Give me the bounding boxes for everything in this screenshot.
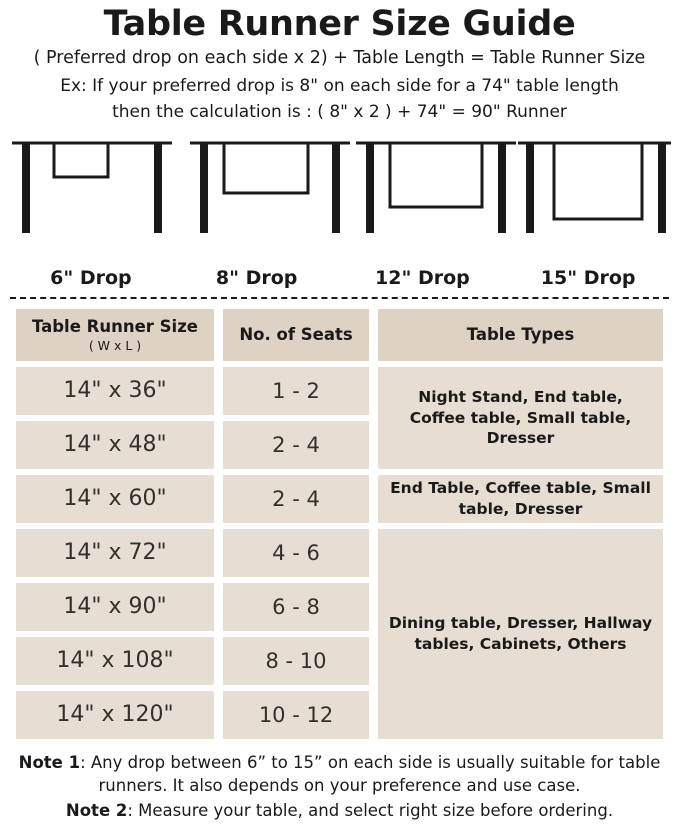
- table-row: 2 - 4: [223, 421, 369, 469]
- table-row: 14" x 36": [16, 367, 214, 415]
- example-line-2: then the calculation is : ( 8" x 2 ) + 74" = 90" Runner: [112, 102, 567, 123]
- drop-labels: [8, 267, 671, 289]
- table-row: Night Stand, End table, Coffee table, Small table, Dresser: [378, 367, 663, 469]
- table-row: 2 - 4: [223, 475, 369, 523]
- column-size: [16, 309, 214, 745]
- drop-diagram: [8, 135, 671, 265]
- formula-line: ( Preferred drop on each side x 2) + Table Length = Table Runner Size: [33, 48, 646, 69]
- drop-label-2: 12" Drop: [375, 266, 470, 289]
- table-row: 14" x 48": [16, 421, 214, 469]
- example-line-1: Ex: If your preferred drop is 8" on each side for a 74" table length: [60, 75, 619, 96]
- note-1: [18, 751, 661, 797]
- table-row: 14" x 60": [16, 475, 214, 523]
- drop-label-1: 8" Drop: [215, 266, 298, 289]
- note-1-lead: Note 1: [18, 752, 81, 772]
- header-seats-label: No. of Seats: [239, 325, 353, 344]
- table-row: 6 - 8: [223, 583, 369, 631]
- page-title: Table Runner Size Guide: [103, 4, 576, 44]
- table-row: 14" x 72": [16, 529, 214, 577]
- table-row: Dining table, Dresser, Hallway tables, Cabinets, Others: [378, 529, 663, 739]
- header-size: [16, 309, 214, 361]
- table-row: End Table, Coffee table, Small table, Dresser: [378, 475, 663, 523]
- infographic-page: [0, 4, 679, 830]
- table-row: 14" x 120": [16, 691, 214, 739]
- note-2-lead: Note 2: [65, 801, 128, 821]
- header-seats: [223, 309, 369, 361]
- table-row: 10 - 12: [223, 691, 369, 739]
- drop-label-3: 15" Drop: [540, 266, 636, 289]
- notes-section: [8, 745, 671, 822]
- header-size-sub: ( W x L ): [88, 338, 142, 354]
- note-2: [18, 799, 661, 822]
- size-table: [8, 309, 671, 745]
- column-seats: [223, 309, 369, 745]
- divider: [10, 297, 669, 299]
- table-row: 8 - 10: [223, 637, 369, 685]
- note-1-text: : Any drop between 6” to 15” on each side is usually suitable for table runners. It also depends on your preference and use case.: [80, 752, 661, 795]
- table-row: 14" x 108": [16, 637, 214, 685]
- column-types: [378, 309, 663, 745]
- table-row: 1 - 2: [223, 367, 369, 415]
- header-types: [378, 309, 663, 361]
- drop-label-0: 6" Drop: [50, 266, 132, 289]
- header-types-label: Table Types: [466, 325, 575, 344]
- header-size-label: Table Runner Size: [31, 316, 198, 336]
- table-row: 4 - 6: [223, 529, 369, 577]
- note-2-text: : Measure your table, and select right size before ordering.: [127, 801, 614, 821]
- table-row: 14" x 90": [16, 583, 214, 631]
